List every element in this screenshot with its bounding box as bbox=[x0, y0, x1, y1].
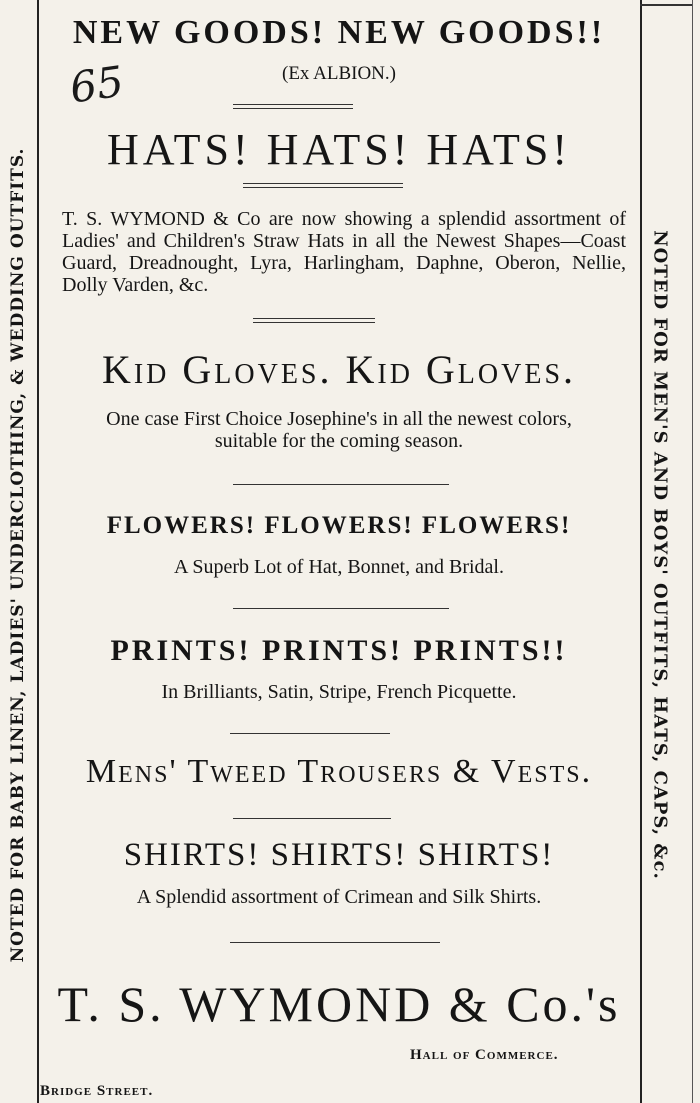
shirts-title: SHIRTS! SHIRTS! SHIRTS! bbox=[123, 837, 555, 873]
double-rule bbox=[243, 183, 403, 188]
flowers-title: FLOWERS! FLOWERS! FLOWERS! bbox=[106, 512, 572, 539]
flowers-body: A Superb Lot of Hat, Bonnet, and Bridal. bbox=[174, 556, 504, 578]
firm-name: T. S. WYMOND & Co.'s bbox=[57, 976, 621, 1032]
left-border bbox=[37, 0, 39, 1103]
hats-body: T. S. WYMOND & Co are now showing a splendid assortment of Ladies' and Children's Straw Hats in all the Newest Shapes—Coast Guard, Dreadnought, Lyra, Harlingham, Daphne, Oberon, Nellie, Dolly Varden, &c. bbox=[62, 208, 626, 296]
gloves-title: Kid Gloves. Kid Gloves. bbox=[101, 347, 577, 392]
hats-title: HATS! HATS! HATS! bbox=[106, 125, 572, 174]
header-title: NEW GOODS! NEW GOODS!! bbox=[72, 14, 606, 51]
right-side-banner: NOTED FOR MEN'S AND BOYS' OUTFITS, HATS, CAPS, &c. bbox=[649, 230, 671, 880]
handwritten-note: 65 bbox=[66, 56, 127, 113]
trousers-title: Mens' Tweed Trousers & Vests. bbox=[85, 753, 593, 790]
rule bbox=[230, 733, 390, 734]
double-rule bbox=[253, 318, 375, 323]
left-side-banner: NOTED FOR BABY LINEN, LADIES' UNDERCLOTHING, & WEDDING OUTFITS. bbox=[8, 147, 28, 963]
firm-street: Bridge Street. bbox=[40, 1083, 154, 1099]
outer-right-border bbox=[692, 0, 693, 1103]
right-border bbox=[640, 0, 642, 1103]
gloves-body: One case First Choice Josephine's in all the newest colors, suitable for the coming season. bbox=[106, 408, 572, 452]
rule bbox=[230, 942, 440, 943]
rule bbox=[233, 484, 449, 485]
firm-location: Hall of Commerce. bbox=[410, 1047, 559, 1063]
rule bbox=[233, 818, 391, 819]
top-right-rule bbox=[640, 4, 692, 6]
prints-title: PRINTS! PRINTS! PRINTS!! bbox=[110, 634, 568, 667]
double-rule bbox=[233, 104, 353, 109]
header-subtitle: (Ex ALBION.) bbox=[282, 63, 396, 84]
prints-body: In Brilliants, Satin, Stripe, French Picquette. bbox=[161, 681, 517, 703]
shirts-body: A Splendid assortment of Crimean and Silk Shirts. bbox=[136, 886, 542, 908]
advertisement bbox=[40, 0, 638, 1103]
rule bbox=[233, 608, 449, 609]
